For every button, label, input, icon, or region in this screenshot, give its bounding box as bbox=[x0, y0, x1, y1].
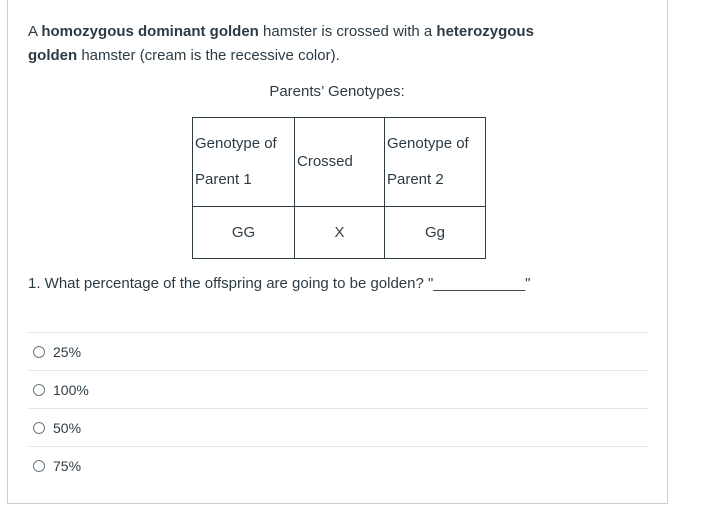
question-intro: A homozygous dominant golden hamster is crossed with a heterozygous golden hamster (cream is the recessive color). bbox=[28, 23, 534, 64]
answer-option[interactable] bbox=[28, 446, 648, 484]
answer-label: 75% bbox=[53, 457, 82, 474]
radio-button[interactable] bbox=[33, 422, 45, 434]
answer-list bbox=[28, 332, 648, 484]
answer-option[interactable] bbox=[28, 408, 648, 446]
genotype-table bbox=[192, 117, 486, 259]
bold-term-homozygous: homozygous dominant golden bbox=[41, 23, 259, 40]
answer-label: 50% bbox=[53, 419, 82, 436]
cell-cross-symbol: X bbox=[295, 207, 385, 259]
radio-button[interactable] bbox=[33, 460, 45, 472]
radio-button[interactable] bbox=[33, 346, 45, 358]
answer-option[interactable] bbox=[28, 332, 648, 370]
header-parent1: Genotype of Parent 1 bbox=[193, 118, 295, 207]
answer-label: 25% bbox=[53, 343, 82, 360]
answer-option[interactable] bbox=[28, 370, 648, 408]
answer-label: 100% bbox=[53, 381, 89, 398]
bold-term-heterozygous: heterozygous golden bbox=[28, 23, 534, 64]
table-data-row bbox=[193, 207, 486, 259]
cell-parent1-genotype: GG bbox=[193, 207, 295, 259]
header-parent2: Genotype of Parent 2 bbox=[385, 118, 486, 207]
header-crossed: Crossed bbox=[295, 118, 385, 207]
radio-button[interactable] bbox=[33, 384, 45, 396]
question-prompt: 1. What percentage of the offspring are going to be golden? "___________" bbox=[28, 275, 531, 292]
table-caption: Parents’ Genotypes: bbox=[269, 83, 405, 100]
cell-parent2-genotype: Gg bbox=[385, 207, 486, 259]
table-header-row bbox=[193, 118, 486, 207]
